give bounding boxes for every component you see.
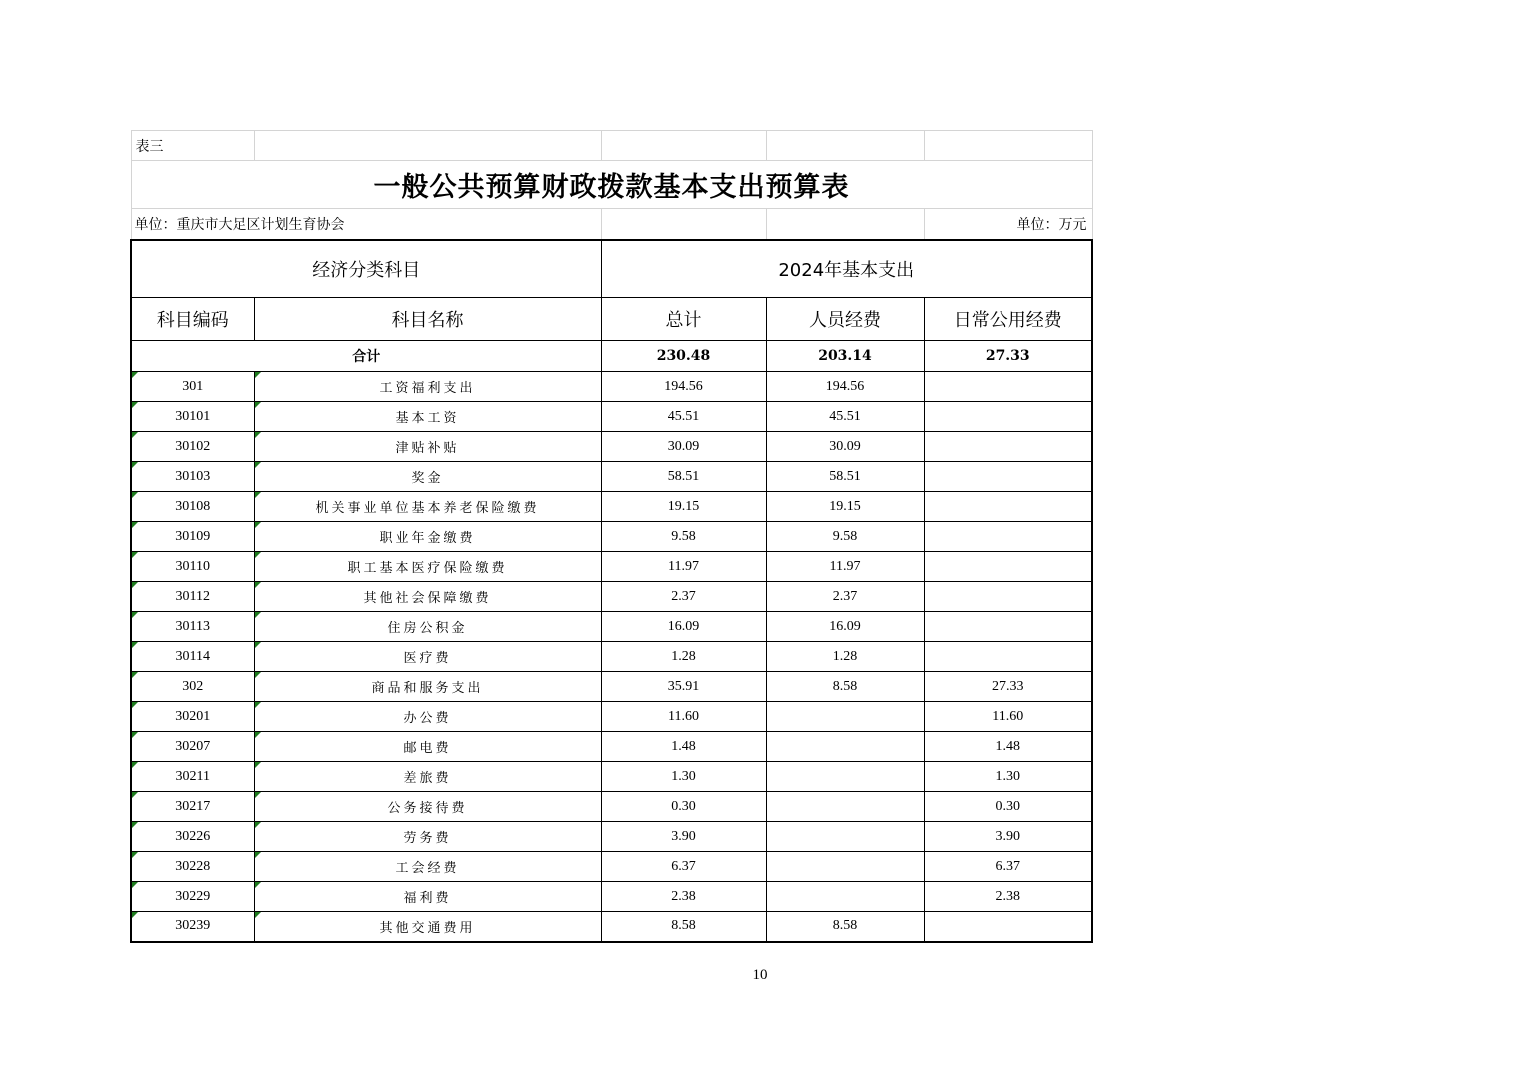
cell-total: 16.09 xyxy=(601,612,766,642)
cell-total: 45.51 xyxy=(601,402,766,432)
table-row xyxy=(131,762,1092,792)
cell-personnel: 8.58 xyxy=(766,912,924,942)
cell-total: 2.38 xyxy=(601,882,766,912)
cell-public xyxy=(924,552,1092,582)
cell-personnel: 19.15 xyxy=(766,492,924,522)
cell-public xyxy=(924,402,1092,432)
table-row xyxy=(131,642,1092,672)
cell-public xyxy=(924,912,1092,942)
table-row xyxy=(131,882,1092,912)
cell-code: 30108 xyxy=(131,492,254,522)
cell-total: 1.48 xyxy=(601,732,766,762)
cell-total: 30.09 xyxy=(601,432,766,462)
cell-code: 30101 xyxy=(131,402,254,432)
cell-personnel: 1.28 xyxy=(766,642,924,672)
cell-name: 劳务费 xyxy=(254,822,601,852)
budget-table xyxy=(130,130,1093,943)
table-row xyxy=(131,672,1092,702)
cell-public: 1.48 xyxy=(924,732,1092,762)
cell-public xyxy=(924,522,1092,552)
cell-name: 职工基本医疗保险缴费 xyxy=(254,552,601,582)
header-year-expense: 2024年基本支出 xyxy=(601,240,1092,298)
cell-name: 公务接待费 xyxy=(254,792,601,822)
cell-public: 2.38 xyxy=(924,882,1092,912)
cell-code: 30102 xyxy=(131,432,254,462)
cell-total: 3.90 xyxy=(601,822,766,852)
page-number: 10 xyxy=(752,967,768,983)
total-public: 27.33 xyxy=(924,341,1092,372)
cell-name: 其他交通费用 xyxy=(254,912,601,942)
empty-cell xyxy=(924,131,1092,161)
cell-name: 其他社会保障缴费 xyxy=(254,582,601,612)
unit-organization: 单位：重庆市大足区计划生育协会 xyxy=(131,209,601,240)
header-econ-class: 经济分类科目 xyxy=(131,240,601,298)
cell-personnel: 30.09 xyxy=(766,432,924,462)
cell-total: 35.91 xyxy=(601,672,766,702)
cell-code: 30229 xyxy=(131,882,254,912)
cell-personnel: 45.51 xyxy=(766,402,924,432)
cell-name: 办公费 xyxy=(254,702,601,732)
cell-total: 1.28 xyxy=(601,642,766,672)
table-row xyxy=(131,552,1092,582)
cell-personnel: 58.51 xyxy=(766,462,924,492)
cell-public xyxy=(924,492,1092,522)
table-row xyxy=(131,522,1092,552)
cell-public xyxy=(924,612,1092,642)
cell-total: 8.58 xyxy=(601,912,766,942)
table-row xyxy=(131,612,1092,642)
table-row xyxy=(131,852,1092,882)
header-public: 日常公用经费 xyxy=(924,298,1092,341)
table-row xyxy=(131,702,1092,732)
cell-public xyxy=(924,432,1092,462)
cell-name: 津贴补贴 xyxy=(254,432,601,462)
cell-total: 6.37 xyxy=(601,852,766,882)
cell-personnel xyxy=(766,792,924,822)
cell-personnel: 2.37 xyxy=(766,582,924,612)
cell-personnel xyxy=(766,732,924,762)
cell-name: 工会经费 xyxy=(254,852,601,882)
cell-total: 58.51 xyxy=(601,462,766,492)
cell-name: 住房公积金 xyxy=(254,612,601,642)
cell-code: 30217 xyxy=(131,792,254,822)
cell-code: 30109 xyxy=(131,522,254,552)
table-row xyxy=(131,792,1092,822)
cell-public xyxy=(924,582,1092,612)
table-row xyxy=(131,822,1092,852)
empty-cell xyxy=(601,209,766,240)
empty-cell xyxy=(766,209,924,240)
cell-total: 0.30 xyxy=(601,792,766,822)
cell-public xyxy=(924,462,1092,492)
cell-code: 302 xyxy=(131,672,254,702)
cell-public: 27.33 xyxy=(924,672,1092,702)
cell-public xyxy=(924,372,1092,402)
cell-public: 11.60 xyxy=(924,702,1092,732)
cell-total: 2.37 xyxy=(601,582,766,612)
table-label: 表三 xyxy=(131,131,254,161)
total-amount: 230.48 xyxy=(601,341,766,372)
cell-code: 30207 xyxy=(131,732,254,762)
header-name: 科目名称 xyxy=(254,298,601,341)
cell-name: 差旅费 xyxy=(254,762,601,792)
cell-name: 医疗费 xyxy=(254,642,601,672)
table-row xyxy=(131,372,1092,402)
header-code: 科目编码 xyxy=(131,298,254,341)
table-row xyxy=(131,492,1092,522)
empty-cell xyxy=(766,131,924,161)
cell-code: 30239 xyxy=(131,912,254,942)
cell-code: 30114 xyxy=(131,642,254,672)
table-row xyxy=(131,402,1092,432)
header-total: 总计 xyxy=(601,298,766,341)
cell-personnel: 194.56 xyxy=(766,372,924,402)
cell-name: 职业年金缴费 xyxy=(254,522,601,552)
cell-code: 30211 xyxy=(131,762,254,792)
cell-personnel: 16.09 xyxy=(766,612,924,642)
cell-public: 0.30 xyxy=(924,792,1092,822)
cell-total: 11.60 xyxy=(601,702,766,732)
cell-personnel xyxy=(766,882,924,912)
cell-code: 30113 xyxy=(131,612,254,642)
cell-personnel xyxy=(766,822,924,852)
table-row xyxy=(131,582,1092,612)
cell-total: 194.56 xyxy=(601,372,766,402)
total-personnel: 203.14 xyxy=(766,341,924,372)
cell-name: 机关事业单位基本养老保险缴费 xyxy=(254,492,601,522)
table-row xyxy=(131,732,1092,762)
cell-code: 30226 xyxy=(131,822,254,852)
cell-name: 商品和服务支出 xyxy=(254,672,601,702)
cell-code: 30103 xyxy=(131,462,254,492)
cell-personnel: 8.58 xyxy=(766,672,924,702)
cell-total: 9.58 xyxy=(601,522,766,552)
cell-name: 基本工资 xyxy=(254,402,601,432)
table-title: 一般公共预算财政拨款基本支出预算表 xyxy=(131,161,1092,209)
header-personnel: 人员经费 xyxy=(766,298,924,341)
cell-public: 1.30 xyxy=(924,762,1092,792)
total-label: 合计 xyxy=(131,341,601,372)
cell-public xyxy=(924,642,1092,672)
cell-personnel xyxy=(766,852,924,882)
table-row xyxy=(131,432,1092,462)
cell-personnel: 9.58 xyxy=(766,522,924,552)
unit-currency: 单位：万元 xyxy=(924,209,1092,240)
cell-total: 1.30 xyxy=(601,762,766,792)
cell-name: 邮电费 xyxy=(254,732,601,762)
table-row xyxy=(131,462,1092,492)
cell-code: 301 xyxy=(131,372,254,402)
cell-total: 19.15 xyxy=(601,492,766,522)
cell-name: 福利费 xyxy=(254,882,601,912)
cell-name: 工资福利支出 xyxy=(254,372,601,402)
cell-total: 11.97 xyxy=(601,552,766,582)
cell-code: 30110 xyxy=(131,552,254,582)
empty-cell xyxy=(254,131,601,161)
cell-code: 30228 xyxy=(131,852,254,882)
cell-personnel: 11.97 xyxy=(766,552,924,582)
cell-name: 奖金 xyxy=(254,462,601,492)
cell-personnel xyxy=(766,702,924,732)
cell-public: 3.90 xyxy=(924,822,1092,852)
cell-code: 30201 xyxy=(131,702,254,732)
empty-cell xyxy=(601,131,766,161)
cell-personnel xyxy=(766,762,924,792)
cell-public: 6.37 xyxy=(924,852,1092,882)
table-row xyxy=(131,912,1092,942)
cell-code: 30112 xyxy=(131,582,254,612)
